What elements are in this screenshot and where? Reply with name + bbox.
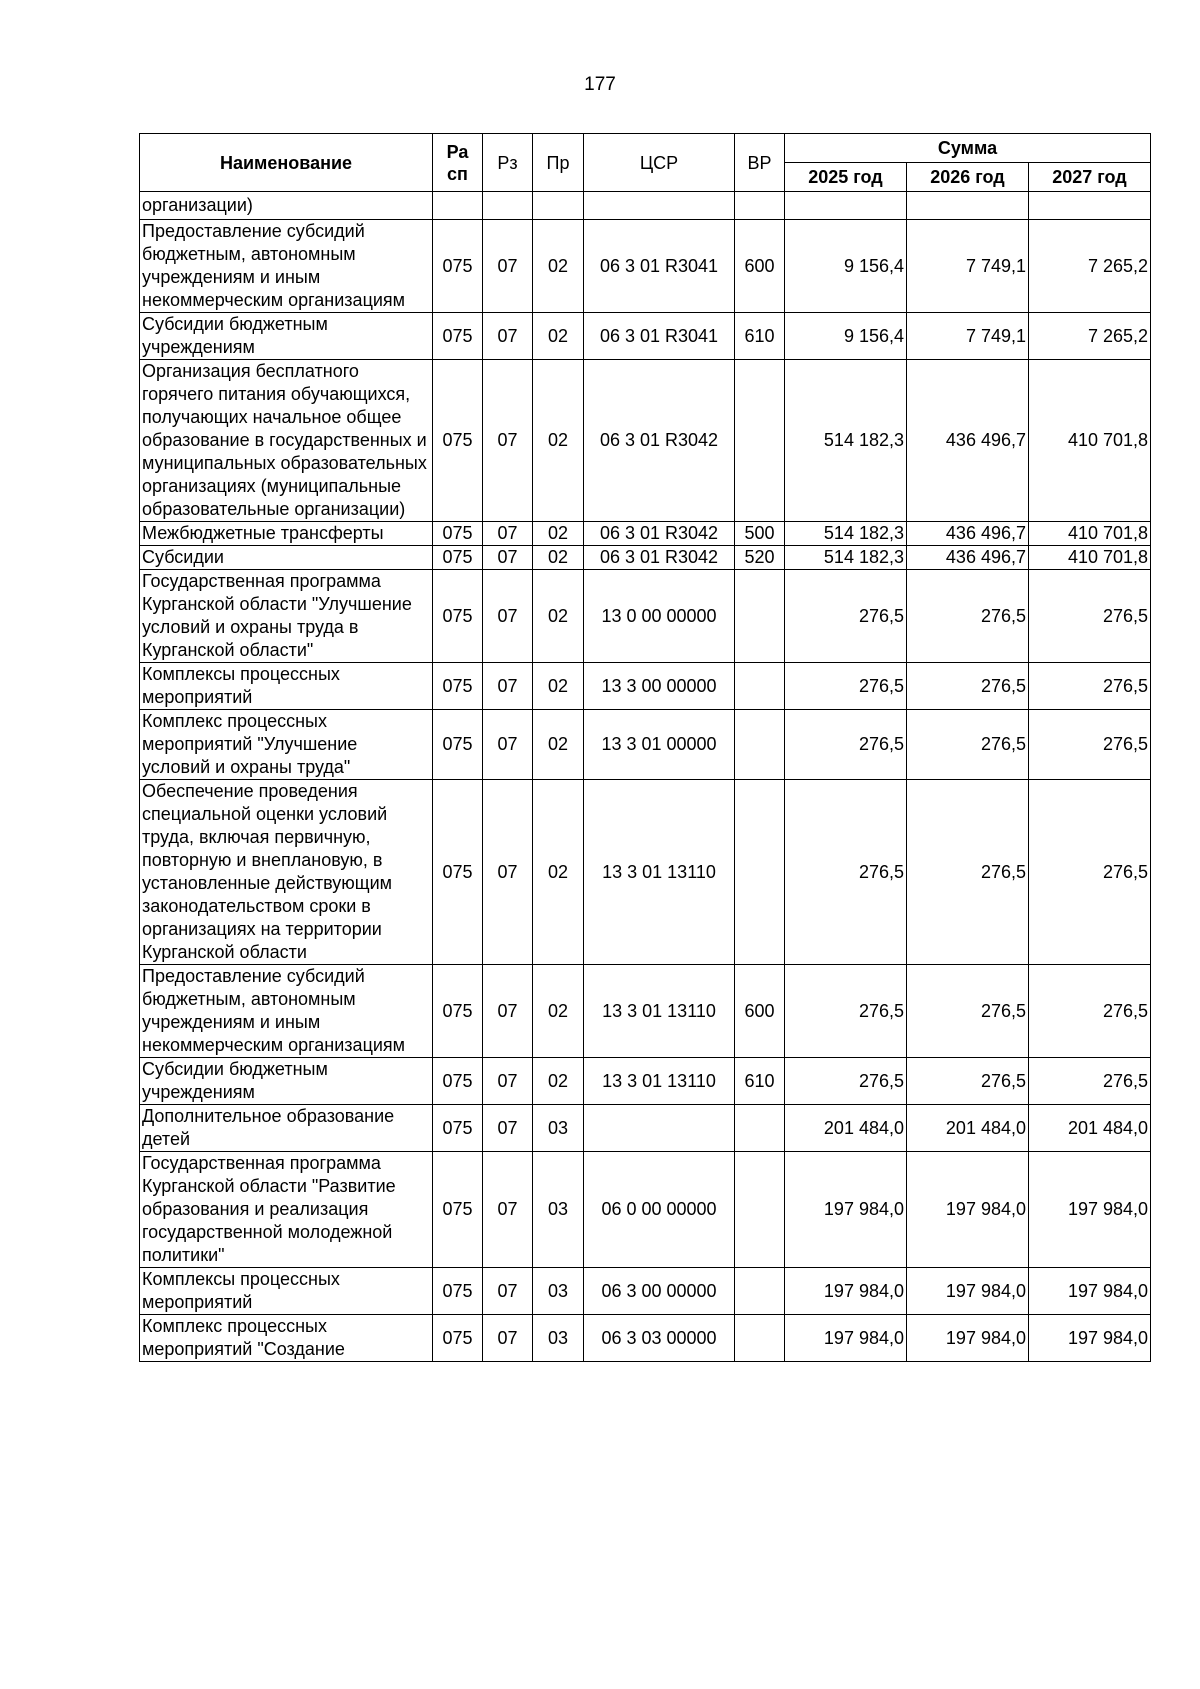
row-rasp: 075 — [433, 1058, 483, 1105]
row-sum-2026: 201 484,0 — [907, 1105, 1029, 1152]
row-csr: 06 3 01 R3041 — [584, 313, 735, 360]
table-row — [140, 1105, 1151, 1152]
table-row — [140, 546, 1151, 570]
row-pr — [533, 192, 584, 220]
row-sum-2026: 436 496,7 — [907, 522, 1029, 546]
row-vr: 610 — [735, 313, 785, 360]
table-row — [140, 1058, 1151, 1105]
row-vr: 500 — [735, 522, 785, 546]
row-vr — [735, 192, 785, 220]
row-vr: 600 — [735, 220, 785, 313]
row-rz: 07 — [483, 360, 533, 522]
row-name: Предоставление субсидий бюджетным, автономным учреждениям и иным некоммерческим организациям — [140, 965, 433, 1058]
row-csr: 06 3 01 R3042 — [584, 360, 735, 522]
row-pr: 02 — [533, 663, 584, 710]
row-sum-2027: 197 984,0 — [1029, 1268, 1151, 1315]
row-sum-2027: 276,5 — [1029, 570, 1151, 663]
table-row — [140, 360, 1151, 522]
row-sum-2027: 276,5 — [1029, 710, 1151, 780]
row-vr: 600 — [735, 965, 785, 1058]
row-sum-2027: 410 701,8 — [1029, 522, 1151, 546]
row-csr: 13 0 00 00000 — [584, 570, 735, 663]
row-rasp: 075 — [433, 570, 483, 663]
row-rz: 07 — [483, 965, 533, 1058]
header-name: Наименование — [140, 134, 433, 192]
row-rasp: 075 — [433, 1105, 483, 1152]
row-rz: 07 — [483, 313, 533, 360]
row-csr — [584, 192, 735, 220]
row-sum-2025: 276,5 — [785, 780, 907, 965]
row-pr: 03 — [533, 1105, 584, 1152]
row-rz: 07 — [483, 522, 533, 546]
row-name: Комплексы процессных мероприятий — [140, 663, 433, 710]
row-rz: 07 — [483, 220, 533, 313]
budget-table — [139, 133, 1151, 1362]
row-csr: 06 3 01 R3041 — [584, 220, 735, 313]
row-sum-2026: 7 749,1 — [907, 313, 1029, 360]
row-csr: 06 0 00 00000 — [584, 1152, 735, 1268]
row-sum-2025: 514 182,3 — [785, 546, 907, 570]
table-row — [140, 522, 1151, 546]
row-name: Субсидии — [140, 546, 433, 570]
row-csr: 06 3 01 R3042 — [584, 546, 735, 570]
table-row — [140, 192, 1151, 220]
row-pr: 02 — [533, 1058, 584, 1105]
table-body — [140, 192, 1151, 1362]
row-pr: 02 — [533, 780, 584, 965]
row-pr: 02 — [533, 313, 584, 360]
row-sum-2027: 410 701,8 — [1029, 546, 1151, 570]
row-sum-2025: 9 156,4 — [785, 313, 907, 360]
row-sum-2025 — [785, 192, 907, 220]
row-rasp: 075 — [433, 1152, 483, 1268]
row-rasp: 075 — [433, 780, 483, 965]
row-sum-2025: 276,5 — [785, 1058, 907, 1105]
row-vr — [735, 1152, 785, 1268]
table-row — [140, 710, 1151, 780]
row-sum-2025: 197 984,0 — [785, 1268, 907, 1315]
row-rz: 07 — [483, 1152, 533, 1268]
row-sum-2027: 276,5 — [1029, 663, 1151, 710]
row-vr — [735, 360, 785, 522]
row-pr: 02 — [533, 965, 584, 1058]
row-rz: 07 — [483, 1058, 533, 1105]
row-sum-2027: 7 265,2 — [1029, 313, 1151, 360]
table-row — [140, 663, 1151, 710]
row-rz: 07 — [483, 780, 533, 965]
row-sum-2025: 276,5 — [785, 570, 907, 663]
row-name: организации) — [140, 192, 433, 220]
row-csr: 06 3 01 R3042 — [584, 522, 735, 546]
row-sum-2026: 276,5 — [907, 1058, 1029, 1105]
row-sum-2027: 197 984,0 — [1029, 1315, 1151, 1362]
row-name: Межбюджетные трансферты — [140, 522, 433, 546]
row-rz: 07 — [483, 570, 533, 663]
row-rasp: 075 — [433, 663, 483, 710]
table-row — [140, 965, 1151, 1058]
row-sum-2026: 276,5 — [907, 663, 1029, 710]
row-name: Комплексы процессных мероприятий — [140, 1268, 433, 1315]
row-rz: 07 — [483, 710, 533, 780]
row-vr: 520 — [735, 546, 785, 570]
row-sum-2026: 276,5 — [907, 570, 1029, 663]
row-pr: 02 — [533, 546, 584, 570]
row-sum-2026: 197 984,0 — [907, 1268, 1029, 1315]
table-row — [140, 220, 1151, 313]
row-name: Субсидии бюджетным учреждениям — [140, 1058, 433, 1105]
row-pr: 02 — [533, 570, 584, 663]
row-name: Обеспечение проведения специальной оценки условий труда, включая первичную, повторную и внеплановую, в установленные действующим законодательством сроки в организациях на территории Курганской области — [140, 780, 433, 965]
header-csr: ЦСР — [584, 134, 735, 192]
row-name: Государственная программа Курганской области "Развитие образования и реализация государственной молодежной политики" — [140, 1152, 433, 1268]
row-sum-2026: 7 749,1 — [907, 220, 1029, 313]
header-rasp: Ра сп — [433, 134, 483, 192]
row-vr — [735, 780, 785, 965]
row-pr: 03 — [533, 1268, 584, 1315]
row-rz: 07 — [483, 1105, 533, 1152]
row-sum-2027: 276,5 — [1029, 965, 1151, 1058]
row-rasp: 075 — [433, 360, 483, 522]
table-row — [140, 780, 1151, 965]
row-rasp: 075 — [433, 313, 483, 360]
row-sum-2027: 7 265,2 — [1029, 220, 1151, 313]
table-row — [140, 1152, 1151, 1268]
row-sum-2026: 197 984,0 — [907, 1152, 1029, 1268]
row-csr: 13 3 00 00000 — [584, 663, 735, 710]
row-sum-2027: 201 484,0 — [1029, 1105, 1151, 1152]
row-rz — [483, 192, 533, 220]
table-row — [140, 570, 1151, 663]
row-csr: 06 3 03 00000 — [584, 1315, 735, 1362]
row-rz: 07 — [483, 1268, 533, 1315]
row-sum-2025: 197 984,0 — [785, 1152, 907, 1268]
row-csr: 13 3 01 13110 — [584, 1058, 735, 1105]
row-sum-2025: 201 484,0 — [785, 1105, 907, 1152]
row-sum-2026: 436 496,7 — [907, 360, 1029, 522]
row-rasp — [433, 192, 483, 220]
row-name: Предоставление субсидий бюджетным, автономным учреждениям и иным некоммерческим организациям — [140, 220, 433, 313]
row-sum-2025: 276,5 — [785, 965, 907, 1058]
row-csr: 13 3 01 00000 — [584, 710, 735, 780]
row-csr: 06 3 00 00000 — [584, 1268, 735, 1315]
row-vr — [735, 710, 785, 780]
row-rasp: 075 — [433, 965, 483, 1058]
row-vr — [735, 1315, 785, 1362]
row-vr — [735, 1105, 785, 1152]
row-rasp: 075 — [433, 1268, 483, 1315]
table-row — [140, 313, 1151, 360]
row-sum-2026: 276,5 — [907, 780, 1029, 965]
header-pr: Пр — [533, 134, 584, 192]
page-number: 177 — [584, 74, 616, 95]
row-name: Государственная программа Курганской области "Улучшение условий и охраны труда в Курганской области" — [140, 570, 433, 663]
header-year-2025: 2025 год — [785, 163, 907, 192]
row-csr: 13 3 01 13110 — [584, 965, 735, 1058]
row-sum-2027: 197 984,0 — [1029, 1152, 1151, 1268]
row-pr: 02 — [533, 360, 584, 522]
row-sum-2026: 197 984,0 — [907, 1315, 1029, 1362]
row-rasp: 075 — [433, 710, 483, 780]
row-rasp: 075 — [433, 1315, 483, 1362]
row-pr: 02 — [533, 522, 584, 546]
row-csr — [584, 1105, 735, 1152]
row-pr: 02 — [533, 710, 584, 780]
row-sum-2025: 514 182,3 — [785, 522, 907, 546]
row-rz: 07 — [483, 1315, 533, 1362]
row-name: Дополнительное образование детей — [140, 1105, 433, 1152]
row-sum-2025: 276,5 — [785, 663, 907, 710]
row-sum-2027 — [1029, 192, 1151, 220]
row-vr — [735, 1268, 785, 1315]
row-sum-2027: 276,5 — [1029, 780, 1151, 965]
row-sum-2025: 276,5 — [785, 710, 907, 780]
row-sum-2026: 436 496,7 — [907, 546, 1029, 570]
table-header — [140, 134, 1151, 192]
row-rasp: 075 — [433, 522, 483, 546]
row-pr: 03 — [533, 1315, 584, 1362]
row-rz: 07 — [483, 546, 533, 570]
row-sum-2027: 276,5 — [1029, 1058, 1151, 1105]
table-row — [140, 1315, 1151, 1362]
row-vr: 610 — [735, 1058, 785, 1105]
header-year-2026: 2026 год — [907, 163, 1029, 192]
row-sum-2026: 276,5 — [907, 710, 1029, 780]
header-rz: Рз — [483, 134, 533, 192]
row-sum-2027: 410 701,8 — [1029, 360, 1151, 522]
table-row — [140, 1268, 1151, 1315]
row-sum-2026: 276,5 — [907, 965, 1029, 1058]
row-vr — [735, 570, 785, 663]
row-csr: 13 3 01 13110 — [584, 780, 735, 965]
row-rz: 07 — [483, 663, 533, 710]
row-sum-2025: 9 156,4 — [785, 220, 907, 313]
row-rasp: 075 — [433, 546, 483, 570]
row-rasp: 075 — [433, 220, 483, 313]
row-name: Организация бесплатного горячего питания обучающихся, получающих начальное общее образование в государственных и муниципальных образовательных организациях (муниципальные образовательные организации) — [140, 360, 433, 522]
row-pr: 02 — [533, 220, 584, 313]
row-sum-2025: 514 182,3 — [785, 360, 907, 522]
row-name: Субсидии бюджетным учреждениям — [140, 313, 433, 360]
row-vr — [735, 663, 785, 710]
header-year-2027: 2027 год — [1029, 163, 1151, 192]
row-sum-2026 — [907, 192, 1029, 220]
row-name: Комплекс процессных мероприятий "Создание — [140, 1315, 433, 1362]
row-pr: 03 — [533, 1152, 584, 1268]
header-vr: ВР — [735, 134, 785, 192]
row-sum-2025: 197 984,0 — [785, 1315, 907, 1362]
row-name: Комплекс процессных мероприятий "Улучшение условий и охраны труда" — [140, 710, 433, 780]
header-sum: Сумма — [785, 134, 1151, 163]
